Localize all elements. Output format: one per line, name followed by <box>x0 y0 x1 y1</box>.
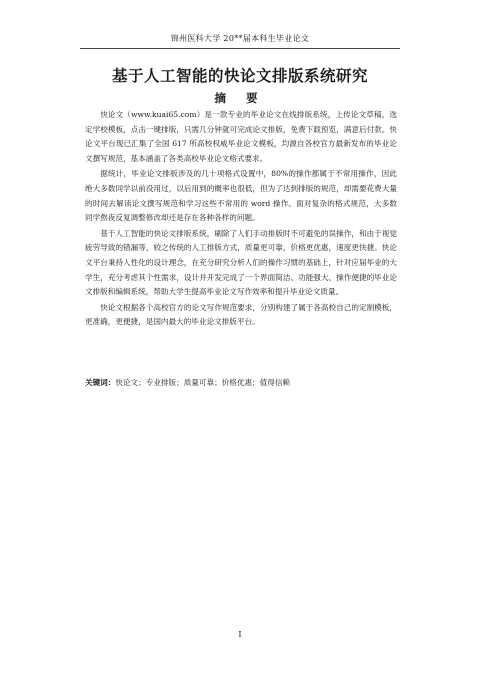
keywords-line <box>85 377 397 389</box>
keywords-label: 关键词： <box>85 378 116 387</box>
abstract-paragraph-4: 快论文根据各个高校官方的论文写作规范要求，分别构建了属于各高校自己的定制模板，更准确，更便捷，是国内最大的毕业论文排版平台。 <box>85 302 397 327</box>
abstract-paragraph-3: 基于人工智能的快论文排版系统，刷除了人们手动排版时不可避免的误操作，和由于视觉疲劳导致的错漏等，较之传统的人工排版方式，质量更可靠，价格更优惠，速度更快捷。快论文平台秉持人性化的设计理念，在充分研究分析人们的操作习惯的基础上，针对应届毕业的大学生，充分考虑其个性需求，设计并开发完成了一个界面简洁、功能强大、操作便捷的毕业论文排版和编辑系统，帮助大学生提高毕业论文写作效率和提升毕业论文质量。 <box>85 228 397 297</box>
abstract-body <box>85 108 397 331</box>
abstract-paragraph-1: 快论文（www.kuai65.com）是一款专业的毕业论文在线排版系统，上传论文草稿，选定学校模板，点击一键排版，只需几分钟就可完成论文排版，免费下载预览，满意后付款。快论文平台现已汇集了全国 617 所高校权威毕业论文模板，均源自各校官方最新发布的毕业论文撰写规范，基本涵盖了各类高校毕业论文格式要求。 <box>85 110 397 163</box>
keywords-text: 快论文；专业排版；质量可靠；价格优惠；值得信赖 <box>115 378 291 387</box>
page-number: I <box>238 630 242 639</box>
running-header: 锦州医科大学 20**届本科生毕业论文 <box>80 33 400 49</box>
abstract-paragraph-2: 据统计，毕业论文排版涉及的几十项格式设置中，80%的操作都属于不常用操作，因此绝大多数同学以前没用过，以后用到的概率也很低，但为了达到排版的规范，却需要花费大量的时间去解读论文撰写规范和学习这些不常用的 word 操作。面对复杂的格式规范，大多数同学熬夜反复调整修改却还是存在各种各样的问题。 <box>85 169 397 223</box>
document-title: 基于人工智能的快论文排版系统研究 <box>111 67 368 85</box>
abstract-heading: 摘 要 <box>214 91 266 105</box>
